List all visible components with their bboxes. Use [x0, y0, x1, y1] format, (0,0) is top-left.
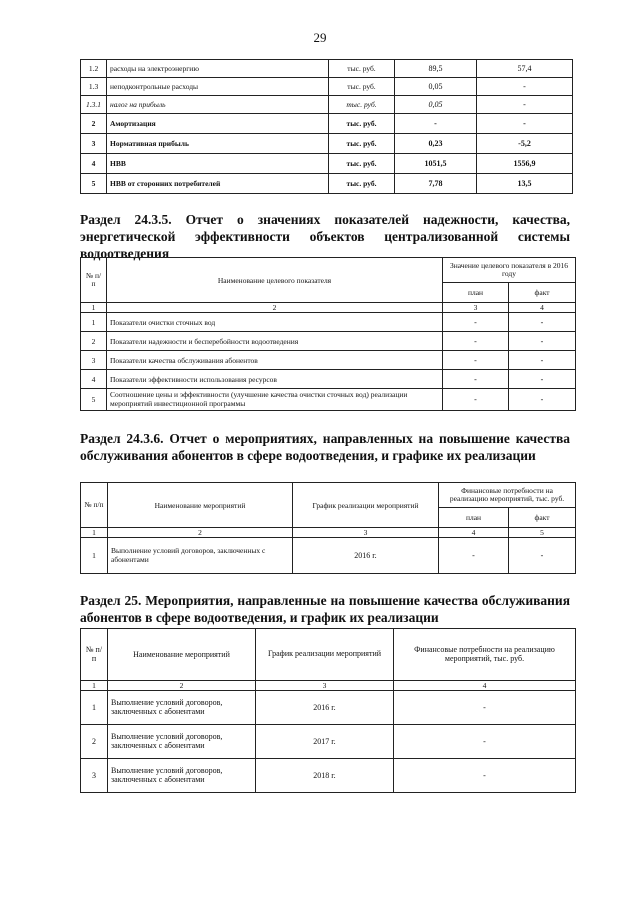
financial-table — [80, 59, 573, 194]
row-number: 1.3 — [81, 78, 107, 96]
row-plan: - — [395, 114, 477, 134]
row-schedule: 2016 г. — [256, 691, 394, 725]
row-number: 4 — [81, 154, 107, 174]
row-finance: - — [394, 759, 576, 793]
table-row — [81, 96, 573, 114]
row-number: 1.3.1 — [81, 96, 107, 114]
table-row — [81, 134, 573, 154]
row-plan: 0,23 — [395, 134, 477, 154]
row-fact: - — [477, 114, 573, 134]
row-plan: - — [443, 313, 509, 332]
col-header-finance: Финансовые потребности на реализацию мероприятий, тыс. руб. — [439, 483, 576, 508]
col-header-num: № п/п — [81, 629, 108, 681]
column-number: 2 — [107, 303, 443, 313]
row-plan: - — [439, 538, 509, 574]
column-number: 3 — [256, 681, 394, 691]
row-plan: 89,5 — [395, 60, 477, 78]
col-header-num: № п/п — [81, 483, 108, 528]
col-header-fact: факт — [509, 283, 576, 303]
row-name: НВВ от сторонних потребителей — [107, 174, 329, 194]
row-unit: тыс. руб. — [329, 60, 395, 78]
row-number: 1 — [81, 538, 108, 574]
row-fact: 1556,9 — [477, 154, 573, 174]
row-name: расходы на электроэнергию — [107, 60, 329, 78]
row-plan: 0,05 — [395, 96, 477, 114]
column-number: 3 — [293, 528, 439, 538]
column-number: 4 — [439, 528, 509, 538]
column-number: 1 — [81, 681, 108, 691]
row-fact: 13,5 — [477, 174, 573, 194]
col-header-fact: факт — [509, 508, 576, 528]
row-fact: 57,4 — [477, 60, 573, 78]
table-row — [81, 60, 573, 78]
row-plan: 7,78 — [395, 174, 477, 194]
col-header-schedule: График реализации мероприятий — [256, 629, 394, 681]
table-row — [81, 78, 573, 96]
row-name: неподконтрольные расходы — [107, 78, 329, 96]
table-row — [81, 370, 576, 389]
row-name: НВВ — [107, 154, 329, 174]
row-name: Выполнение условий договоров, заключенных с абонентами — [108, 538, 293, 574]
row-unit: тыс. руб. — [329, 174, 395, 194]
row-finance: - — [394, 691, 576, 725]
row-number: 5 — [81, 389, 107, 411]
column-number: 2 — [108, 528, 293, 538]
row-unit: тыс. руб. — [329, 96, 395, 114]
section-24-3-6-title: Раздел 24.3.6. Отчет о мероприятиях, направленных на повышение качества обслуживания абонентов в сфере водоотведения, и графике их реализации — [80, 431, 570, 463]
row-plan: 0,05 — [395, 78, 477, 96]
row-number: 5 — [81, 174, 107, 194]
row-name: Выполнение условий договоров, заключенных с абонентами — [108, 691, 256, 725]
table-row — [81, 154, 573, 174]
row-name: налог на прибыль — [107, 96, 329, 114]
row-number: 3 — [81, 351, 107, 370]
row-unit: тыс. руб. — [329, 78, 395, 96]
col-header-name: Наименование целевого показателя — [107, 258, 443, 303]
row-plan: - — [443, 332, 509, 351]
row-plan: - — [443, 370, 509, 389]
row-fact: - — [509, 370, 576, 389]
row-fact: - — [509, 351, 576, 370]
row-unit: тыс. руб. — [329, 134, 395, 154]
table-row — [81, 725, 576, 759]
row-fact: -5,2 — [477, 134, 573, 154]
row-number: 1 — [81, 691, 108, 725]
col-header-finance: Финансовые потребности на реализацию мероприятий, тыс. руб. — [394, 629, 576, 681]
table-row — [81, 691, 576, 725]
table-row — [81, 538, 576, 574]
table-row — [81, 114, 573, 134]
column-number: 4 — [394, 681, 576, 691]
row-schedule: 2016 г. — [293, 538, 439, 574]
row-unit: тыс. руб. — [329, 114, 395, 134]
row-number: 3 — [81, 134, 107, 154]
section-24-3-5-title: Раздел 24.3.5. Отчет о значениях показателей надежности, качества, энергетической эффективности объектов централизованной системы водоотведения — [80, 212, 570, 261]
table-row — [81, 759, 576, 793]
row-name: Нормативная прибыль — [107, 134, 329, 154]
col-header-plan: план — [443, 283, 509, 303]
row-name: Амортизация — [107, 114, 329, 134]
activities-plan-table — [80, 628, 576, 793]
row-number: 4 — [81, 370, 107, 389]
column-number: 4 — [509, 303, 576, 313]
row-fact: - — [509, 389, 576, 411]
row-fact: - — [477, 78, 573, 96]
row-fact: - — [509, 313, 576, 332]
column-number: 3 — [443, 303, 509, 313]
row-finance: - — [394, 725, 576, 759]
table-row — [81, 332, 576, 351]
row-unit: тыс. руб. — [329, 154, 395, 174]
col-header-plan: план — [439, 508, 509, 528]
row-name: Показатели надежности и бесперебойности водоотведения — [107, 332, 443, 351]
row-plan: - — [443, 351, 509, 370]
row-fact: - — [477, 96, 573, 114]
col-header-value: Значение целевого показателя в 2016 году — [443, 258, 576, 283]
activities-report-table — [80, 482, 576, 574]
col-header-schedule: График реализации мероприятий — [293, 483, 439, 528]
indicators-table — [80, 257, 576, 411]
col-header-name: Наименование мероприятий — [108, 629, 256, 681]
column-number: 2 — [108, 681, 256, 691]
row-name: Выполнение условий договоров, заключенных с абонентами — [108, 725, 256, 759]
row-fact: - — [509, 332, 576, 351]
row-number: 3 — [81, 759, 108, 793]
row-number: 2 — [81, 332, 107, 351]
row-name: Соотношение цены и эффективности (улучшение качества очистки сточных вод) реализации мероприятий инвестиционной программы — [107, 389, 443, 411]
row-number: 1.2 — [81, 60, 107, 78]
col-header-num: № п/п — [81, 258, 107, 303]
row-schedule: 2018 г. — [256, 759, 394, 793]
column-number: 1 — [81, 303, 107, 313]
row-name: Показатели эффективности использования ресурсов — [107, 370, 443, 389]
section-25-title: Раздел 25. Мероприятия, направленные на повышение качества обслуживания абонентов в сфере водоотведения, и график их реализации — [80, 593, 570, 625]
row-name: Показатели качества обслуживания абонентов — [107, 351, 443, 370]
table-row — [81, 174, 573, 194]
row-name: Выполнение условий договоров, заключенных с абонентами — [108, 759, 256, 793]
row-plan: 1051,5 — [395, 154, 477, 174]
row-number: 2 — [81, 114, 107, 134]
row-number: 1 — [81, 313, 107, 332]
column-number: 1 — [81, 528, 108, 538]
row-name: Показатели очистки сточных вод — [107, 313, 443, 332]
row-schedule: 2017 г. — [256, 725, 394, 759]
column-number: 5 — [509, 528, 576, 538]
table-row — [81, 389, 576, 411]
row-number: 2 — [81, 725, 108, 759]
row-fact: - — [509, 538, 576, 574]
row-plan: - — [443, 389, 509, 411]
table-row — [81, 351, 576, 370]
col-header-name: Наименование мероприятий — [108, 483, 293, 528]
table-row — [81, 313, 576, 332]
page-number: 29 — [313, 30, 327, 45]
